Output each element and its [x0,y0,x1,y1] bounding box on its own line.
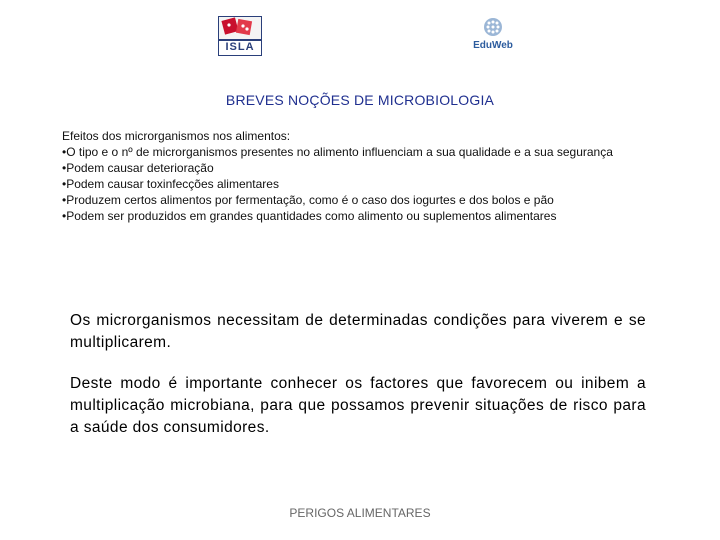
isla-logo [218,16,262,56]
effects-item: •Podem causar toxinfecções alimentares [62,177,279,191]
effects-item: •Podem ser produzidos em grandes quantidades como alimento ou suplementos alimentares [62,209,557,223]
isla-logo-text: ISLA [219,39,261,53]
eduweb-logo [470,16,516,56]
effects-heading: Efeitos dos microrganismos nos alimentos: [62,129,291,143]
effects-block [62,128,652,224]
footer-label: PERIGOS ALIMENTARES [289,506,431,520]
page-title: BREVES NOÇÕES DE MICROBIOLOGIA [225,92,495,108]
effects-item: •Podem causar deterioração [62,161,214,175]
effects-item: •O tipo e o nº de microrganismos presentes no alimento influenciam a sua qualidade e a sua segurança [62,145,613,159]
conditions-paragraph: Os microrganismos necessitam de determinadas condições para viverem e se multiplicarem. [70,312,646,351]
isla-logo-emblem [219,17,261,39]
eduweb-logo-text: EduWeb [473,40,513,51]
effects-item: •Produzem certos alimentos por fermentação, como é o caso dos iogurtes e dos bolos e pão [62,193,554,207]
factors-paragraph: Deste modo é importante conhecer os factores que favorecem ou inibem a multiplicação microbiana, para que possamos prevenir situações de risco para a saúde dos consumidores. [70,375,646,436]
globe-icon [470,16,516,40]
